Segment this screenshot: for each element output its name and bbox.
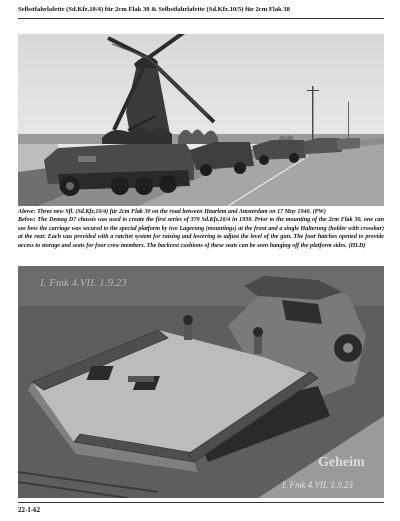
footer-rule <box>18 502 384 503</box>
caption-above: Above: Three new Sfl. (Sd.Kfz.10/4) für 2cm Flak 30 on the road between Haarlem and Amsterdam on 17 May 1940. (PW) <box>18 209 326 215</box>
page-number: 22-1-62 <box>18 506 41 514</box>
photo-demag-platform <box>18 266 384 498</box>
caption-below: Below: The Demag D7 chassis was used to create the first series of 370 Sd.Kfz.10/4 in 1939. Prior to the mounting of the 2cm Flak 30, one can see how the carriage was secured to the special platform by two Lagerung (mountings) at the front and a single Halterung (holder with crossbar) at the rear. Each was provided with a ratchet system for raising and lowering to adjust the level of the gun. The four hatches opened to provide access to storage and seats for four crew members. The backrest cushions of these seats can be seen hanging off the platform sides. (HLD) <box>18 217 384 249</box>
svg-text:I. Fmk 4.VII. 1.9.23: I. Fmk 4.VII. 1.9.23 <box>40 277 127 289</box>
handwritten-annotation: I. Fmk 4.VII. 1.9.23 <box>282 480 353 490</box>
photo-windmill-road <box>18 34 384 206</box>
photo-captions <box>18 208 384 250</box>
geheim-stamp: Geheim <box>318 455 365 470</box>
header-rule <box>18 18 384 19</box>
running-header: Selbstfahrlafette (Sd.Kfz.10/4) für 2cm Flak 30 & Selbstfahrlafette (Sd.Kfz.10/5) für 2cm Flak 38 <box>18 6 290 13</box>
